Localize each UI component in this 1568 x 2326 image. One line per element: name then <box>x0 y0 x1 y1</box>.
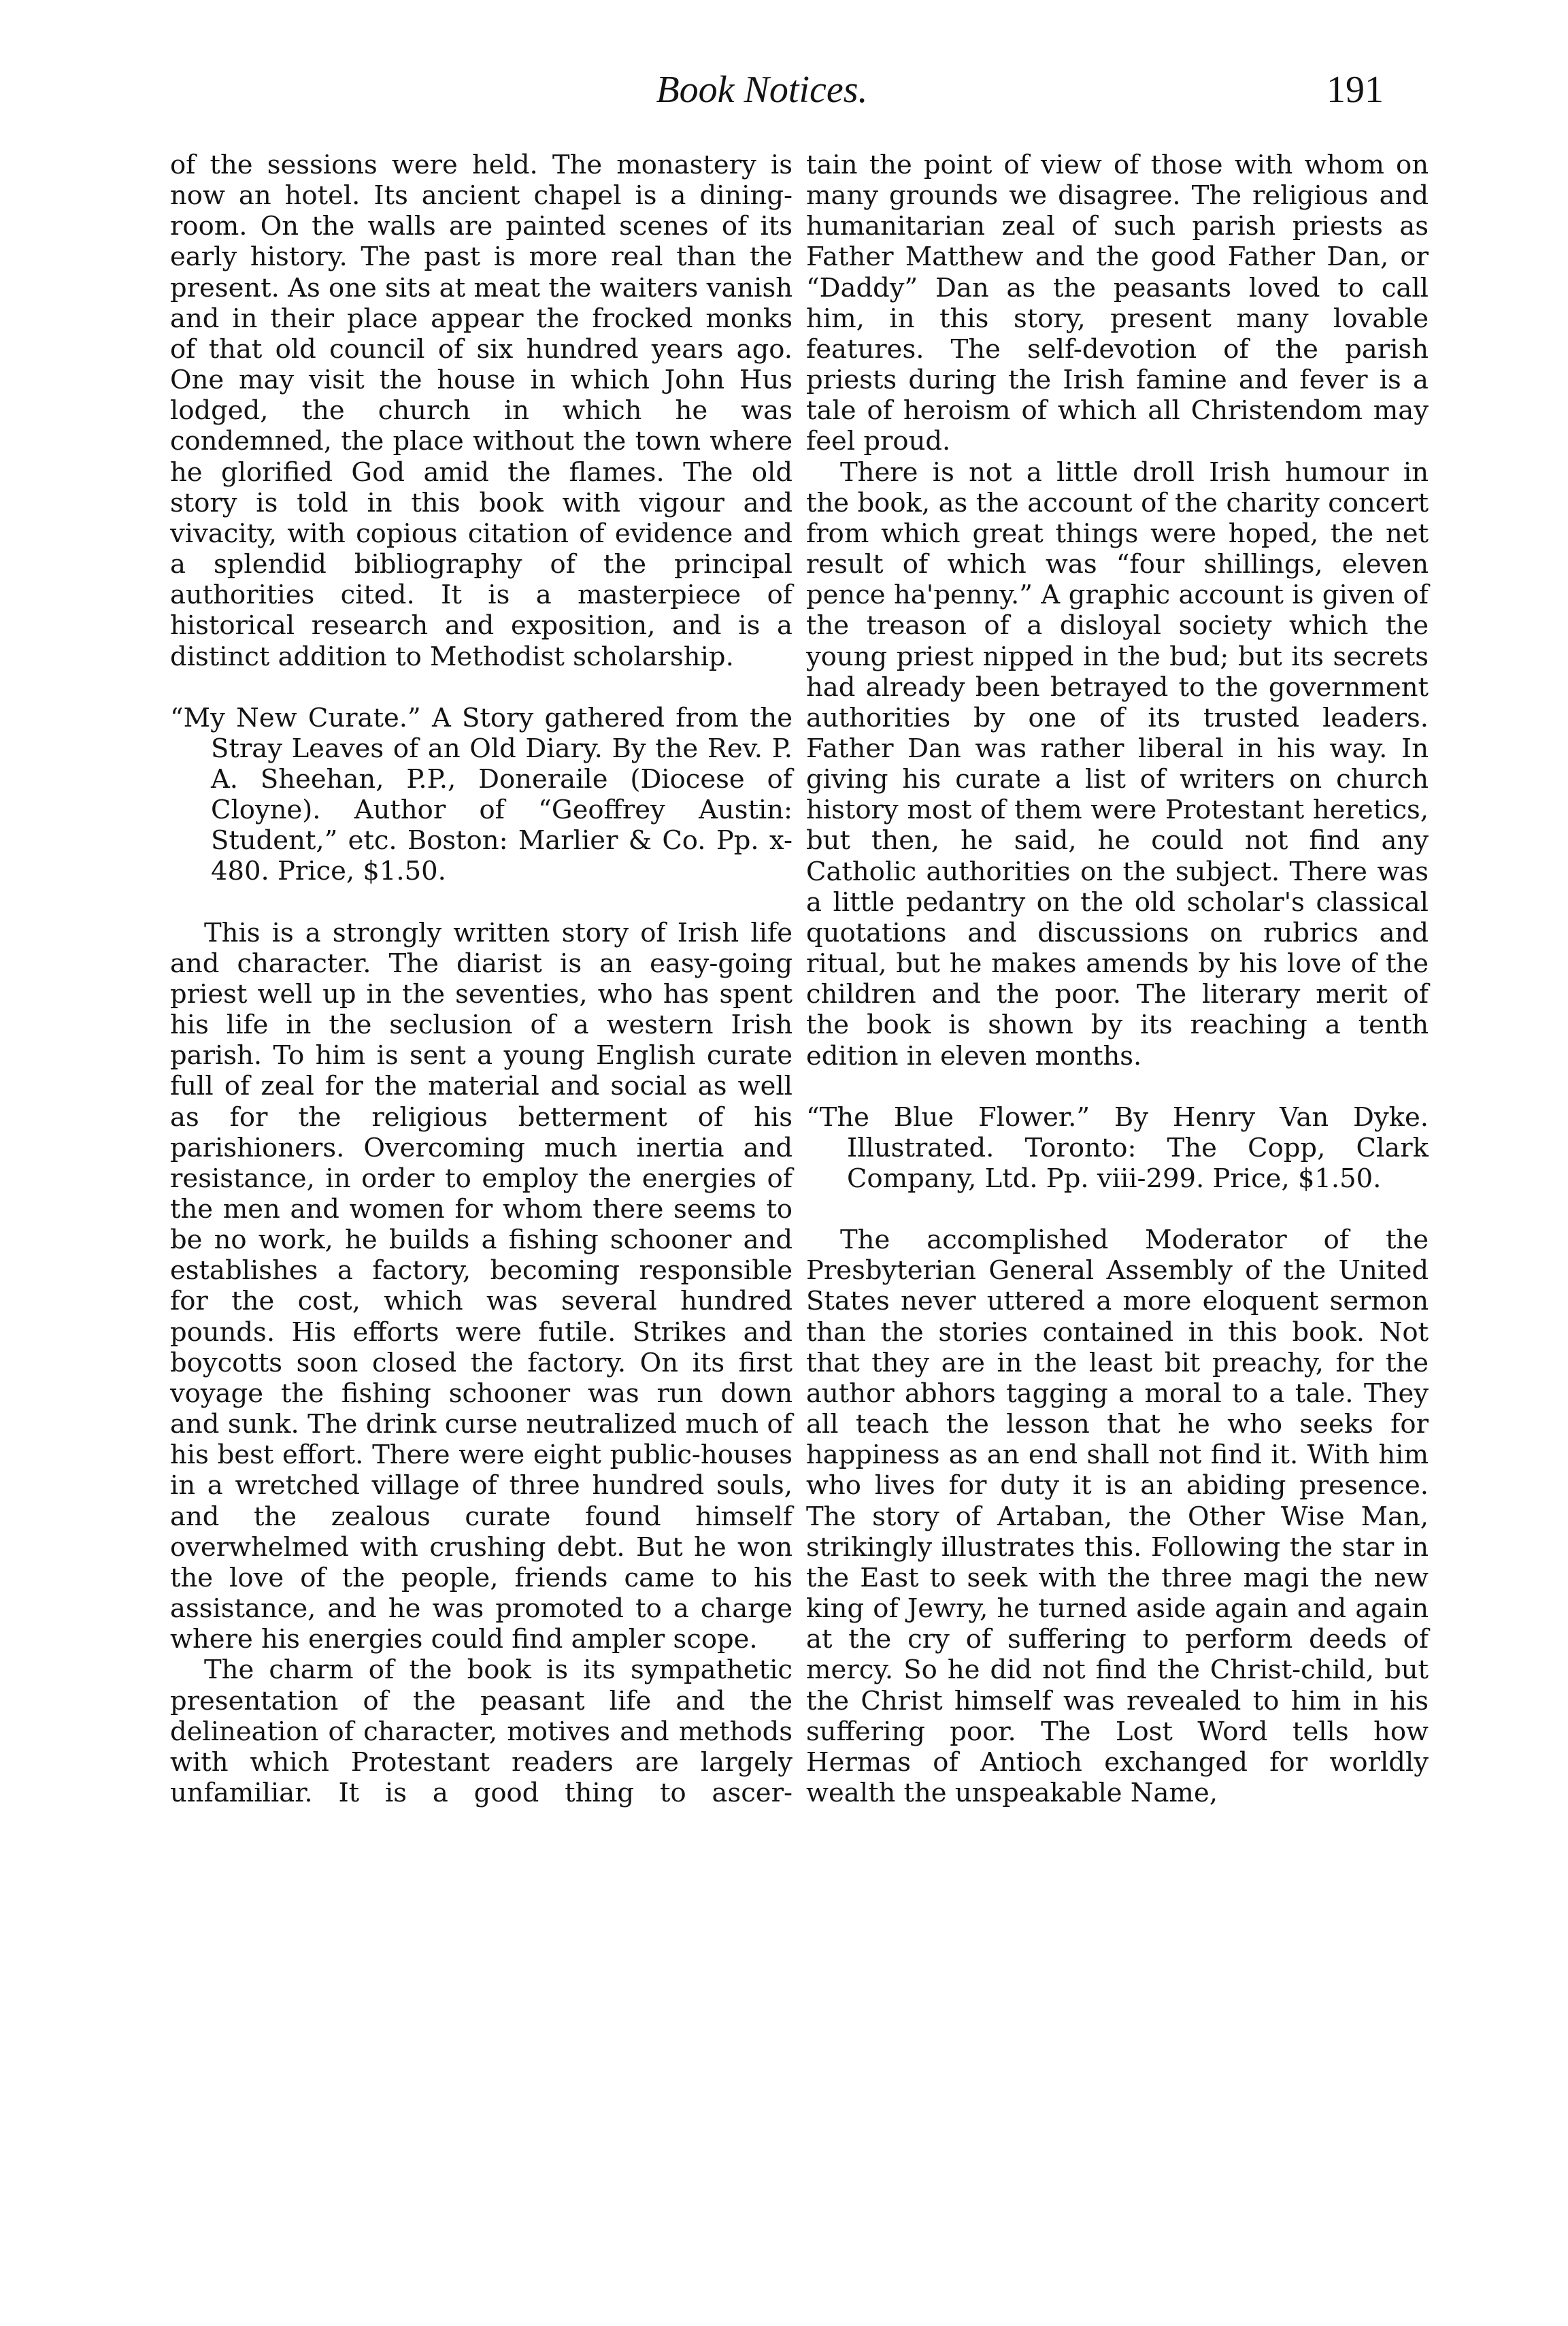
paragraph: There is not a little droll Irish humour in the book, as the account of the charity concert from which great things were hoped, the net result of which was “four shillings, eleven pence ha'penny.” A graphic account is given of the treason of a disloyal society which the young priest nipped in the bud; but its secrets had already been betrayed to the government authorities by one of its trusted leaders. Father Dan was rather liberal in his way. In giving his curate a list of writers on church history most of them were Protestant heretics, but then, he said, he could not find any Catholic authorities on the subject. There was a little pedantry on the old scholar's classical quotations and discussions on rubrics and ritual, but he makes amends by his love of the children and the poor. The literary merit of the book is shown by its reaching a tenth edition in eleven months. <box>806 456 1429 1071</box>
right-column <box>806 150 1429 1808</box>
left-column <box>170 150 793 1808</box>
book-heading: “The Blue Flower.” By Henry Van Dyke. Illustrated. Toronto: The Copp, Clark Company, Ltd. Pp. viii-299. Price, $1.50. <box>806 1101 1429 1194</box>
running-header: Book Notices. <box>656 69 868 111</box>
page-number: 191 <box>1327 69 1384 111</box>
paragraph: of the sessions were held. The monastery is now an hotel. Its ancient chapel is a dining-room. On the walls are painted scenes of its early history. The past is more real than the present. As one sits at meat the waiters vanish and in their place appear the frocked monks of that old council of six hundred years ago. One may visit the house in which John Hus lodged, the church in which he was condemned, the place without the town where he glorified God amid the flames. The old story is told in this book with vigour and vivacity, with copious citation of evidence and a splendid bibliography of the principal authorities cited. It is a masterpiece of historical research and exposition, and is a distinct addition to Methodist scholarship. <box>170 150 793 672</box>
paragraph: This is a strongly written story of Irish life and character. The diarist is an easy-going priest well up in the seventies, who has spent his life in the seclusion of a western Irish parish. To him is sent a young English curate full of zeal for the material and social as well as for the religious betterment of his parishioners. Overcoming much inertia and resistance, in order to employ the energies of the men and women for whom there seems to be no work, he builds a fishing schooner and establishes a factory, becoming responsible for the cost, which was several hundred pounds. His efforts were futile. Strikes and boycotts soon closed the factory. On its first voyage the fishing schooner was run down and sunk. The drink curse neutralized much of his best effort. There were eight public-houses in a wretched village of three hundred souls, and the zealous curate found himself overwhelmed with crushing debt. But he won the love of the people, friends came to his assistance, and he was promoted to a charge where his energies could find ampler scope. <box>170 917 793 1655</box>
paragraph: The charm of the book is its sympathetic presentation of the peasant life and the delineation of character, motives and methods with which Protestant readers are largely unfamiliar. It is a good thing to ascer- <box>170 1655 793 1808</box>
paragraph: The accomplished Moderator of the Presbyterian General Assembly of the United States never uttered a more eloquent sermon than the stories contained in this book. Not that they are in the least bit preachy, for the author abhors tagging a moral to a tale. They all teach the lesson that he who seeks for happiness as an end shall not find it. With him who lives for duty it is an abiding presence. The story of Artaban, the Other Wise Man, strikingly illustrates this. Following the star in the East to seek with the three magi the new king of Jewry, he turned aside again and again at the cry of suffering to perform deeds of mercy. So he did not find the Christ-child, but the Christ himself was revealed to him in his suffering poor. The Lost Word tells how Hermas of Antioch exchanged for worldly wealth the unspeakable Name, <box>806 1225 1429 1808</box>
book-heading: “My New Curate.” A Story gathered from the Stray Leaves of an Old Diary. By the Rev. P. A. Sheehan, P.P., Doneraile (Diocese of Cloyne). Author of “Geoffrey Austin: Student,” etc. Boston: Marlier & Co. Pp. x-480. Price, $1.50. <box>170 702 793 887</box>
paragraph: tain the point of view of those with whom on many grounds we disagree. The religious and humanitarian zeal of such parish priests as Father Matthew and the good Father Dan, or “Daddy” Dan as the peasants loved to call him, in this story, present many lovable features. The self-devotion of the parish priests during the Irish famine and fever is a tale of heroism of which all Christendom may feel proud. <box>806 150 1429 457</box>
